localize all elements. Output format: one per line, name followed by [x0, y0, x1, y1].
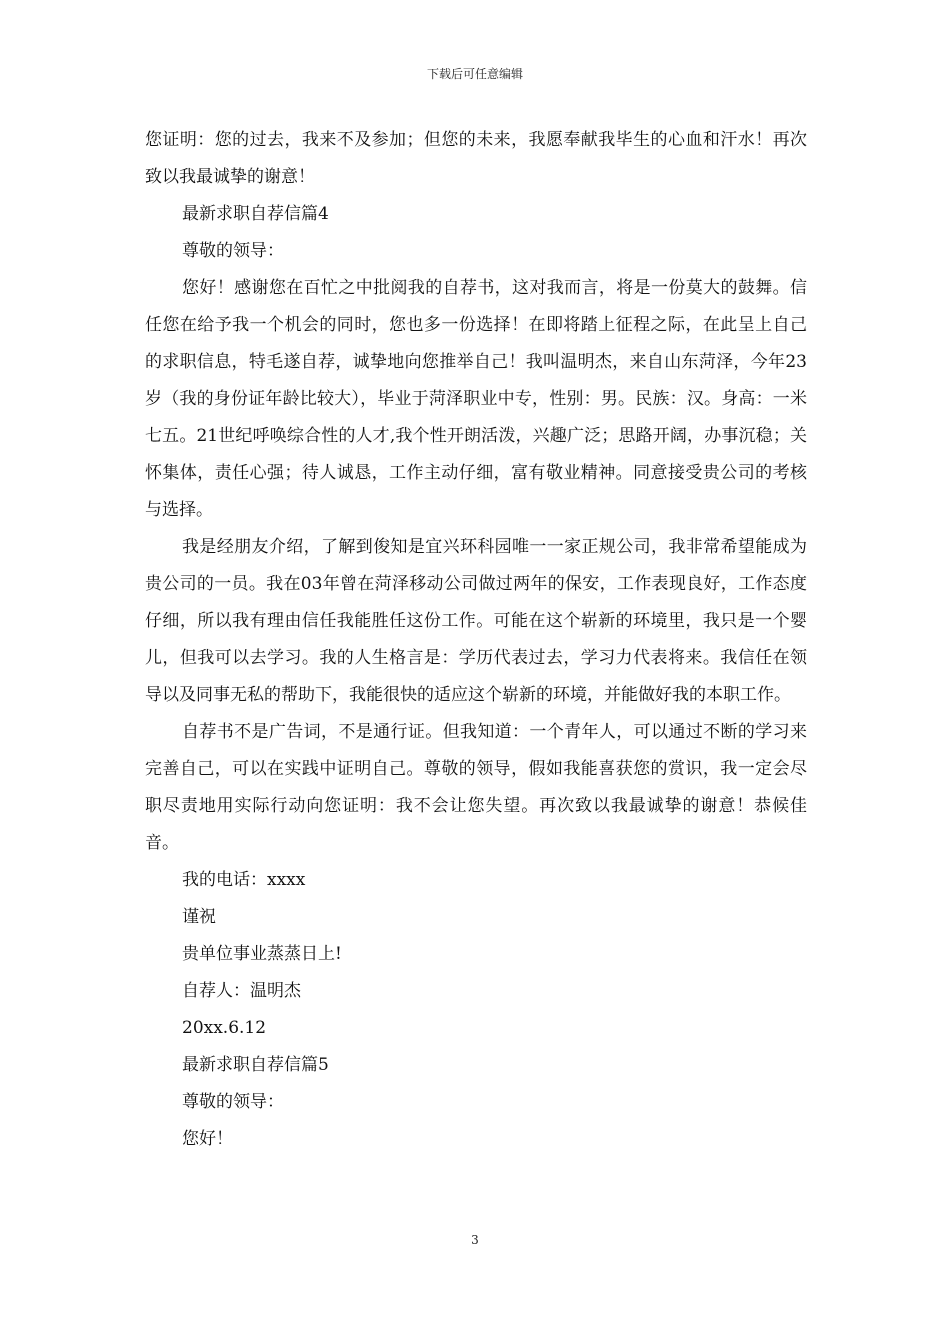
date-line: 20xx.6.12 [182, 1018, 267, 1038]
signature-line: 自荐人：温明杰 [182, 981, 301, 1001]
paragraph-closing: 自荐书不是广告词，不是通行证。但我知道：一个青年人，可以通过不断的学习来完善自己，可以在实践中证明自己。尊敬的领导，假如我能喜获您的赏识，我一定会尽职尽责地用实际行动向您证明：我不会让您失望。再次致以我最诚挚的谢意！恭候佳音。 [145, 722, 807, 853]
phone-line: 我的电话：xxxx [182, 870, 306, 890]
document-body [145, 122, 807, 1158]
page-header: 下载后可任意编辑 [426, 67, 523, 81]
salutation: 尊敬的领导： [182, 241, 284, 261]
paragraph-experience: 我是经朋友介绍，了解到俊知是宜兴环科园唯一一家正规公司，我非常希望能成为贵公司的一员。我在03年曾在菏泽移动公司做过两年的保安，工作表现良好，工作态度仔细，所以我有理由信任我能胜任这份工作。可能在这个崭新的环境里，我只是一个婴儿，但我可以去学习。我的人生格言是：学历代表过去，学习力代表将来。我信任在领导以及同事无私的帮助下，我能很快的适应这个崭新的环境，并能做好我的本职工作。 [145, 537, 807, 705]
paragraph-continuation: 您证明：您的过去，我来不及参加；但您的未来，我愿奉献我毕生的心血和汗水！再次致以我最诚挚的谢意！ [145, 130, 807, 187]
section-title-4: 最新求职自荐信篇4 [182, 204, 329, 224]
page-number: 3 [471, 1233, 479, 1247]
section-title-5: 最新求职自荐信篇5 [182, 1055, 329, 1075]
greeting-5: 您好！ [182, 1129, 233, 1149]
regards-line: 谨祝 [182, 907, 216, 927]
wishes-line: 贵单位事业蒸蒸日上! [182, 944, 342, 964]
paragraph-intro: 您好！感谢您在百忙之中批阅我的自荐书，这对我而言，将是一份莫大的鼓舞。信任您在给予我一个机会的同时，您也多一份选择！在即将踏上征程之际，在此呈上自己的求职信息，特毛遂自荐，诚挚地向您推举自己！我叫温明杰，来自山东菏泽，今年23岁（我的身份证年龄比较大），毕业于菏泽职业中专，性别：男。民族：汉。身高：一米七五。21世纪呼唤综合性的人才,我个性开朗活泼，兴趣广泛；思路开阔，办事沉稳；关怀集体，责任心强；待人诚恳，工作主动仔细，富有敬业精神。同意接受贵公司的考核与选择。 [145, 278, 807, 520]
salutation-5: 尊敬的领导： [182, 1092, 284, 1112]
